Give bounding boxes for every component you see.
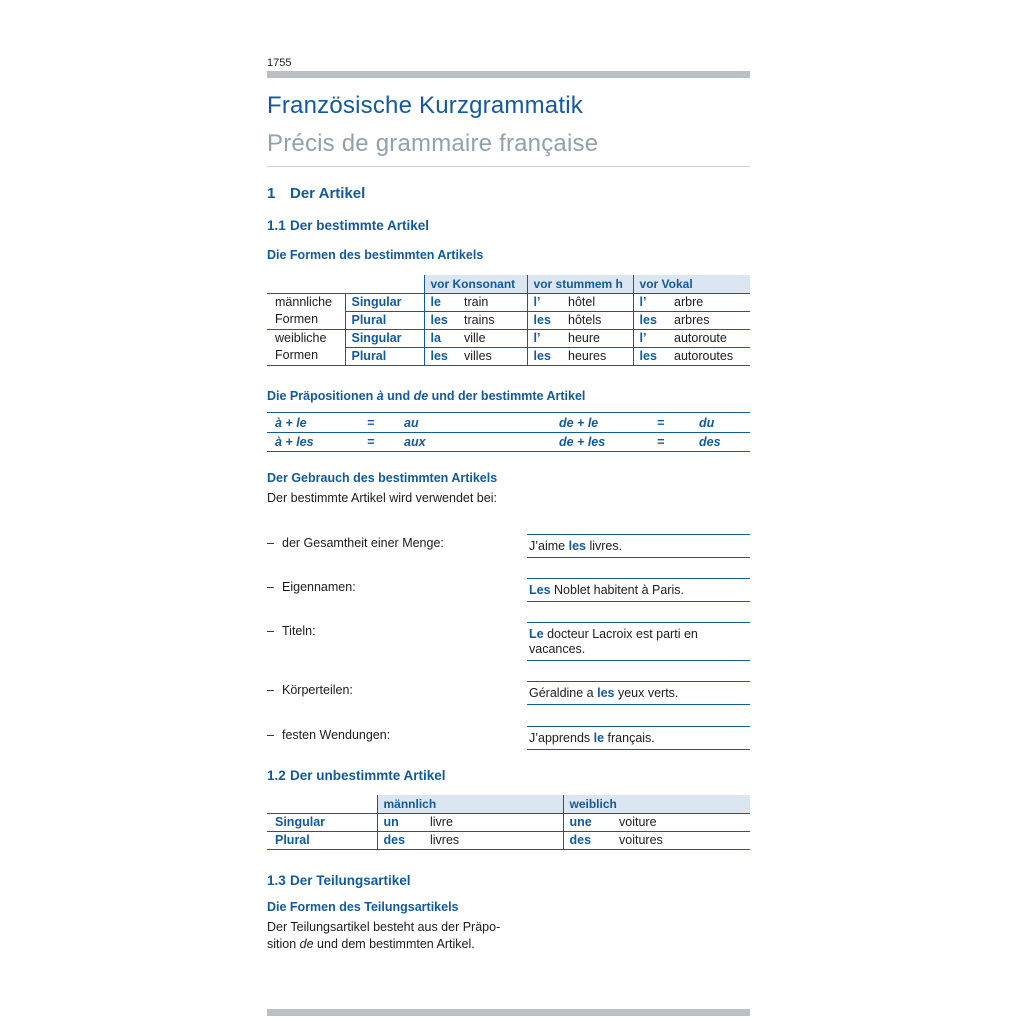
article-cell: la	[424, 329, 458, 347]
usage-example: J’aime les livres.	[527, 534, 750, 558]
usage-example: J’apprends le français.	[527, 726, 750, 750]
noun-cell: train	[458, 293, 527, 311]
noun-cell: ville	[458, 329, 527, 347]
dash-bullet: –	[267, 683, 274, 697]
equals-sign: =	[367, 435, 375, 449]
equals-sign: =	[657, 435, 665, 449]
article-cell: une	[563, 813, 613, 831]
noun-cell: voitures	[613, 831, 750, 849]
noun-cell: arbre	[668, 293, 750, 311]
forms-heading: Die Formen des bestimmten Artikels	[267, 248, 484, 262]
article-cell: les	[527, 311, 562, 329]
column-header: vor stummem h	[527, 275, 633, 293]
usage-label-text: Körperteilen:	[282, 683, 353, 697]
row-group-label	[267, 293, 345, 329]
noun-cell: livres	[424, 831, 563, 849]
article-cell: l’	[633, 293, 668, 311]
column-header: weiblich	[563, 795, 750, 813]
column-header: vor Vokal	[633, 275, 750, 293]
article-cell: les	[633, 311, 668, 329]
table-row	[267, 329, 750, 347]
prep-row	[267, 432, 750, 451]
number-label: Plural	[267, 831, 377, 849]
table-row	[267, 813, 750, 831]
row-group-label	[267, 329, 345, 365]
article-cell: l’	[527, 293, 562, 311]
usage-label	[267, 536, 517, 551]
prep-result: au	[404, 415, 419, 430]
usage-example: Le docteur Lacroix est parti en vacances.	[527, 622, 750, 661]
section-heading-1	[267, 185, 365, 202]
article-cell: des	[563, 831, 613, 849]
usage-label-text: festen Wendungen:	[282, 728, 391, 742]
noun-cell: heure	[562, 329, 633, 347]
table-row	[267, 293, 750, 311]
article-cell: un	[377, 813, 424, 831]
group-label-line2: Formen	[275, 312, 319, 326]
top-gray-bar	[267, 71, 750, 78]
usage-label	[267, 728, 517, 743]
article-cell: le	[424, 293, 458, 311]
noun-cell: livre	[424, 813, 563, 831]
dash-bullet: –	[267, 728, 274, 742]
noun-cell: hôtel	[562, 293, 633, 311]
definite-article-forms-table	[267, 275, 750, 366]
usage-example: Les Noblet habitent à Paris.	[527, 578, 750, 602]
article-cell: les	[527, 347, 562, 365]
column-header: vor Konsonant	[424, 275, 527, 293]
prepositions-heading: Die Präpositionen à und de und der bestimmte Artikel	[267, 389, 586, 403]
number-label: Plural	[345, 311, 424, 329]
article-cell: les	[424, 311, 458, 329]
article-cell: l’	[527, 329, 562, 347]
dash-bullet: –	[267, 536, 274, 550]
subsection-title: Der bestimmte Artikel	[290, 218, 430, 233]
article-cell: des	[377, 831, 424, 849]
usage-label	[267, 624, 517, 639]
partitive-text-line2: sition de und dem bestimmten Artikel.	[267, 937, 475, 951]
article-cell: les	[633, 347, 668, 365]
title-divider	[267, 166, 750, 167]
equals-sign: =	[657, 415, 665, 430]
dash-bullet: –	[267, 580, 274, 594]
column-header: männlich	[377, 795, 563, 813]
number-label: Singular	[267, 813, 377, 831]
usage-label	[267, 683, 517, 698]
group-label-line1: weibliche	[275, 331, 327, 345]
prep-result: aux	[404, 435, 426, 449]
prep-row	[267, 413, 750, 432]
prep-result: du	[699, 415, 715, 430]
subsection-heading-1-2	[267, 768, 446, 783]
article-cell: l’	[633, 329, 668, 347]
prep-combo: à + les	[275, 435, 314, 449]
group-label-line2: Formen	[275, 348, 319, 362]
subsection-title: Der unbestimmte Artikel	[290, 768, 446, 783]
subsection-heading-1-3	[267, 873, 411, 888]
subsection-number: 1.3	[267, 873, 286, 888]
prep-combo: de + le	[559, 415, 599, 430]
usage-label-text: Eigennamen:	[282, 580, 356, 594]
number-label: Singular	[345, 329, 424, 347]
usage-label-text: der Gesamtheit einer Menge:	[282, 536, 444, 550]
bottom-gray-bar	[267, 1009, 750, 1016]
noun-cell: autoroute	[668, 329, 750, 347]
article-cell: les	[424, 347, 458, 365]
table-row	[267, 831, 750, 849]
subsection-title: Der Teilungsartikel	[290, 873, 411, 888]
page-number: 1755	[267, 57, 292, 69]
prep-result: des	[699, 435, 721, 449]
usage-heading: Der Gebrauch des bestimmten Artikels	[267, 471, 498, 485]
partitive-forms-heading: Die Formen des Teilungsartikels	[267, 900, 459, 914]
table-header-row	[267, 795, 750, 813]
partitive-body-text	[267, 919, 537, 953]
empty-header-cell	[345, 275, 424, 293]
noun-cell: heures	[562, 347, 633, 365]
prep-combo: de + les	[559, 435, 606, 449]
number-label: Plural	[345, 347, 424, 365]
group-label-line1: männliche	[275, 295, 332, 309]
indefinite-article-table	[267, 795, 750, 850]
page-content	[267, 0, 750, 1024]
usage-label	[267, 580, 517, 595]
usage-label-text: Titeln:	[282, 624, 316, 638]
subsection-number: 1.1	[267, 218, 286, 233]
dash-bullet: –	[267, 624, 274, 638]
partitive-text-line1: Der Teilungsartikel besteht aus der Präpo-	[267, 920, 501, 934]
noun-cell: arbres	[668, 311, 750, 329]
table-header-row	[267, 275, 750, 293]
noun-cell: voiture	[613, 813, 750, 831]
title-french: Précis de grammaire française	[267, 130, 599, 157]
noun-cell: hôtels	[562, 311, 633, 329]
title-german: Französische Kurzgrammatik	[267, 92, 583, 119]
section-title: Der Artikel	[290, 185, 366, 202]
equals-sign: =	[367, 415, 375, 430]
subsection-heading-1-1	[267, 218, 429, 233]
noun-cell: autoroutes	[668, 347, 750, 365]
subsection-number: 1.2	[267, 768, 286, 783]
empty-header-cell	[267, 795, 377, 813]
prepositions-table	[267, 412, 750, 452]
usage-example: Géraldine a les yeux verts.	[527, 681, 750, 705]
number-label: Singular	[345, 293, 424, 311]
section-number: 1	[267, 185, 276, 202]
prep-combo: à + le	[275, 415, 307, 430]
empty-header-cell	[267, 275, 345, 293]
usage-intro-text: Der bestimmte Artikel wird verwendet bei:	[267, 491, 497, 505]
noun-cell: villes	[458, 347, 527, 365]
noun-cell: trains	[458, 311, 527, 329]
